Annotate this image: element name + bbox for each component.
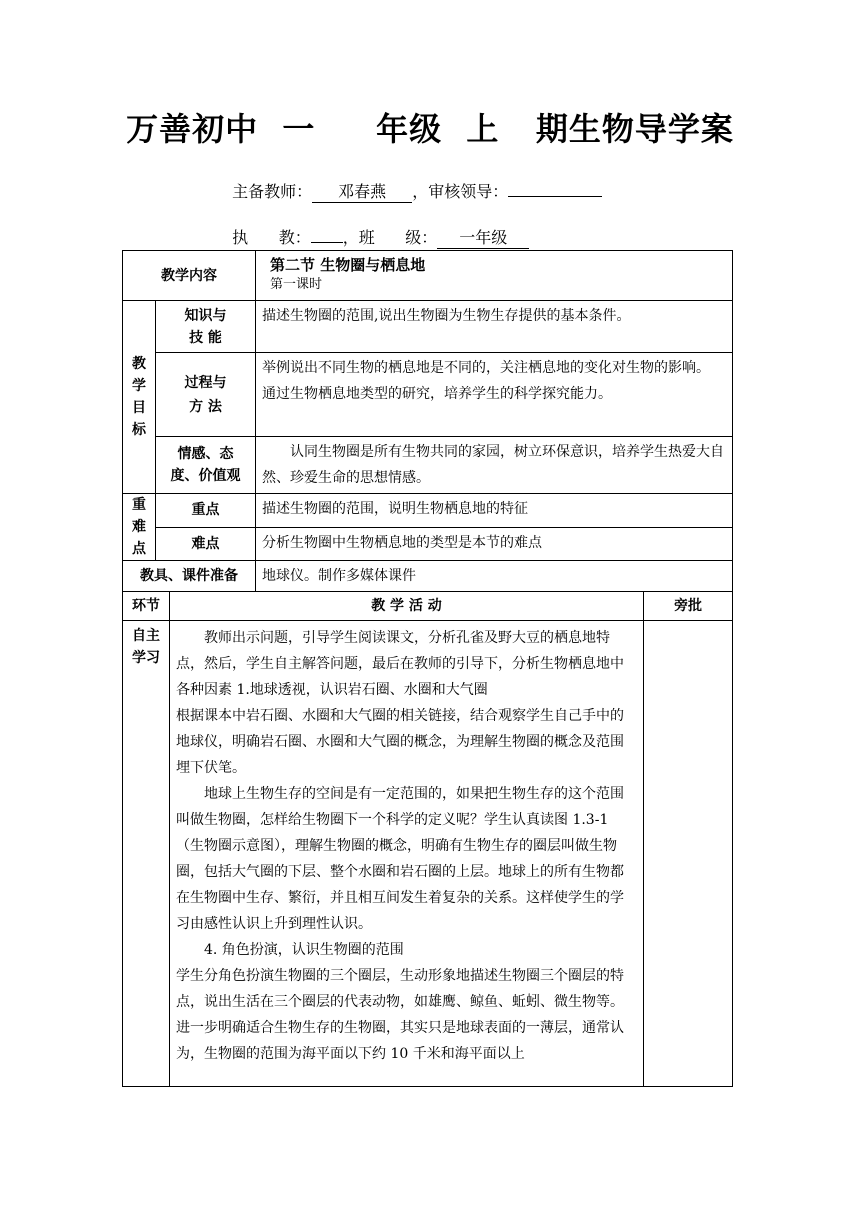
difficult-row <box>123 527 733 561</box>
note-column-header: 旁批 <box>644 592 733 621</box>
goal-text-knowledge: 描述生物圈的范围,说出生物圈为生物生存提供的基本条件。 <box>256 301 733 353</box>
header-line-2 <box>222 206 529 249</box>
activity-header-row <box>123 592 733 621</box>
goal-row-knowledge <box>123 301 733 353</box>
header-line-1 <box>222 160 602 203</box>
class-label: ，班 级： <box>342 228 438 247</box>
note-cell <box>644 621 733 1087</box>
difficult-text: 分析生物圈中生物栖息地的类型是本节的难点 <box>256 527 733 561</box>
goal-row-attitude <box>123 437 733 494</box>
activity-paragraph: 根据课本中岩石圈、水圈和大气圈的相关链接，结合观察学生自己手中的地球仪，明确岩石圈、水圈和大气圈的概念，为理解生物圈的概念及范围埋下伏笔。 <box>176 708 624 776</box>
activity-paragraph: 教师出示问题，引导学生阅读课文，分析孔雀及野大豆的栖息地特点，然后，学生自主解答问题，最后在教师的引导下，分析生物栖息地中各种因素 1.地球透视，认识岩石圈、水圈和大气圈 <box>176 630 624 698</box>
activity-content <box>170 621 644 1087</box>
goal-row-process <box>123 353 733 437</box>
section-title: 第二节 生物圈与栖息地 <box>270 256 426 274</box>
content-label: 教学内容 <box>123 251 256 301</box>
content-cell <box>256 251 733 301</box>
class-value: 一年级 <box>437 228 529 249</box>
activity-row <box>123 621 733 1087</box>
tools-row <box>123 561 733 592</box>
activity-paragraph: 学生分角色扮演生物圈的三个圈层，生动形象地描述生物圈三个圈层的特点，说出生活在三个圈层的代表动物，如雄鹰、鲸鱼、蚯蚓、微生物等。进一步明确适合生物生存的生物圈，其实只是地球表面的一薄层，通常认为，生物圈的范围为海平面以下约 10 千米和海平面以上 <box>176 968 624 1062</box>
tools-label: 教具、课件准备 <box>123 561 256 592</box>
lesson-period: 第一课时 <box>270 277 323 292</box>
page-title: 万善初中 一 年级 上 期生物导学案 <box>126 110 734 148</box>
goal-label-attitude: 情感、态 度、价值观 <box>156 437 256 494</box>
goals-label: 教学目标 <box>123 301 156 494</box>
key-point-text: 描述生物圈的范围，说明生物栖息地的特征 <box>256 494 733 528</box>
activity-paragraph: 4. 角色扮演，认识生物圈的范围 <box>204 942 404 958</box>
stage-self-study: 自主 学习 <box>123 621 170 1087</box>
teacher-label: 主备教师： <box>232 182 313 201</box>
key-difficult-label: 重难点 <box>123 494 156 561</box>
goal-label-knowledge: 知识与 技 能 <box>156 301 256 353</box>
goal-text-process: 举例说出不同生物的栖息地是不同的，关注栖息地的变化对生物的影响。 通过生物栖息地类型的研究，培养学生的科学探究能力。 <box>256 353 733 437</box>
reviewer-label: ，审核领导： <box>412 182 509 201</box>
reviewer-value <box>508 196 602 197</box>
goal-text-attitude: 认同生物圈是所有生物共同的家园，树立环保意识，培养学生热爱大自然、珍爱生命的思想情感。 <box>256 437 733 494</box>
teacher-value: 邓春燕 <box>312 182 412 203</box>
activity-paragraph: 地球上生物生存的空间是有一定范围的，如果把生物生存的这个范围叫做生物圈，怎样给生物圈下一个科学的定义呢？学生认真读图 1.3-1 （生物圈示意图），理解生物圈的概念，明确有生物生存的圈层叫做生物圈，包括大气圈的下层、整个水圈和岩石圈的上层。地球上的所有生物都在生物圈中生存、繁衍，并且相互间发生着复杂的关系。这样使学生的学习由感性认识上升到理性认识。 <box>176 786 624 932</box>
goal-label-process: 过程与 方 法 <box>156 353 256 437</box>
stage-column-header: 环节 <box>123 592 170 621</box>
tools-text: 地球仪。制作多媒体课件 <box>256 561 733 592</box>
key-point-label: 重点 <box>156 494 256 528</box>
exec-value <box>311 242 343 243</box>
exec-label: 执 教： <box>232 228 311 247</box>
key-point-row <box>123 494 733 528</box>
lesson-plan-table <box>122 250 733 1087</box>
difficult-label: 难点 <box>156 527 256 561</box>
content-row <box>123 251 733 301</box>
activity-column-header: 教 学 活 动 <box>170 592 644 621</box>
